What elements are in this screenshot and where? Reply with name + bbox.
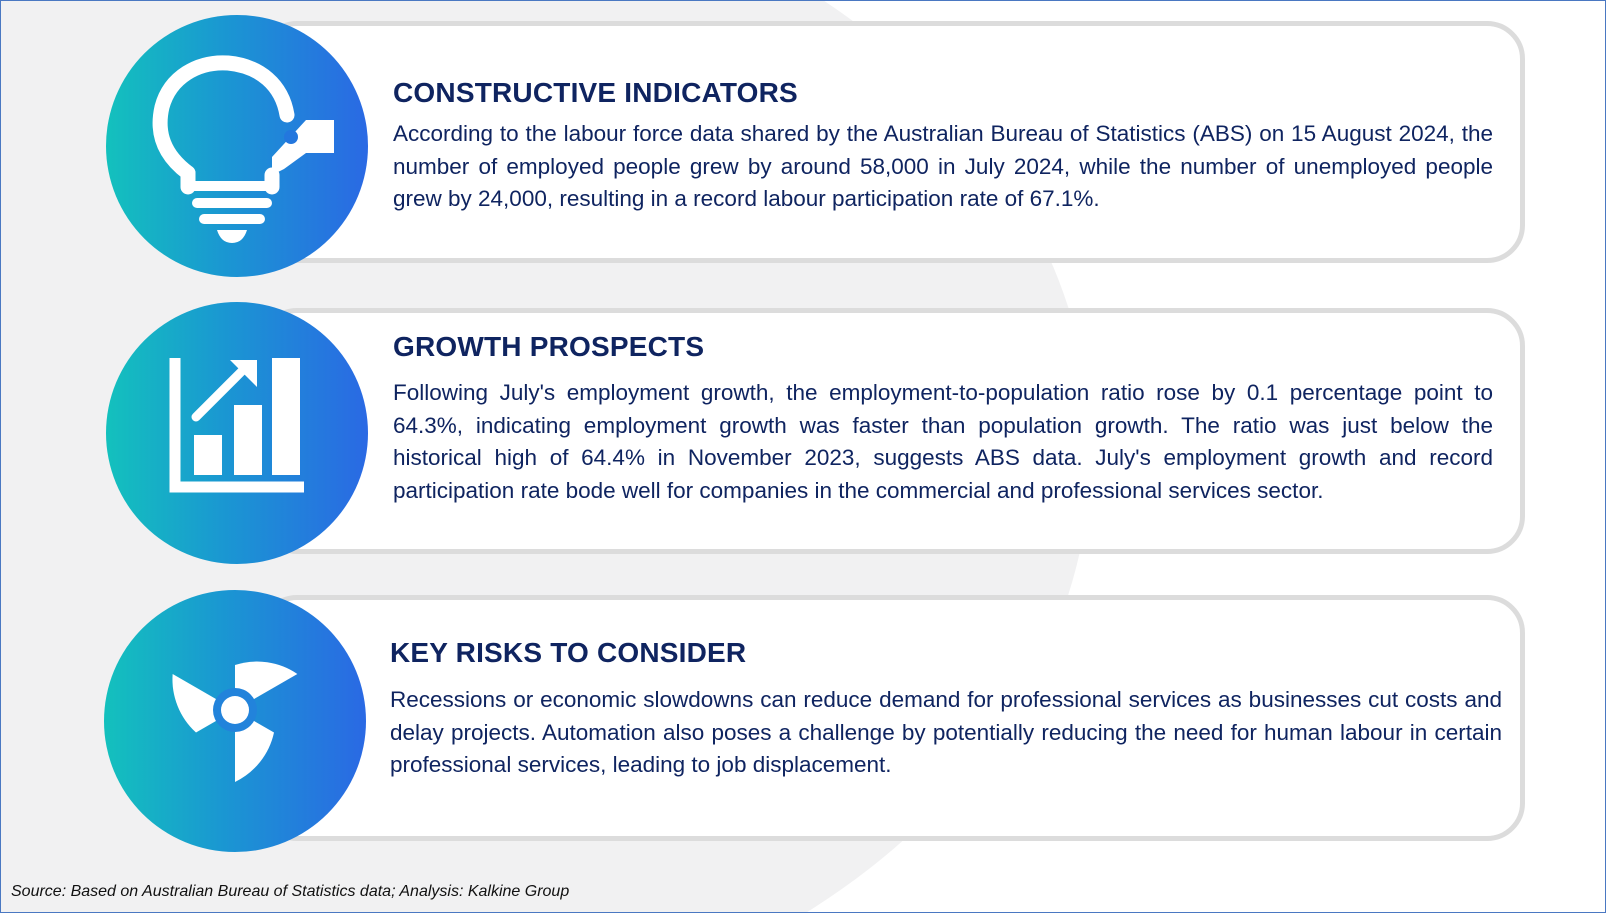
radiation-hazard-icon [104,590,366,852]
constructive-indicators-icon-circle [106,15,368,277]
constructive-indicators-title: CONSTRUCTIVE INDICATORS [393,77,798,108]
key-risks-title: KEY RISKS TO CONSIDER [390,637,747,668]
growth-prospects-title: GROWTH PROSPECTS [393,331,705,362]
growth-chart-icon [106,302,368,564]
lightbulb-tag-icon [106,15,368,277]
growth-prospects-body: Following July's employment growth, the employment-to-population ratio rose by 0.1 percentage point to 64.3%, indicating employment growth was faster than population growth. The ratio was just below the historical high of 64.4% in November 2023, suggests ABS data. July's employment growth and record participation rate bode well for companies in the commercial and professional services sector. [393,380,1493,503]
source-note: Source: Based on Australian Bureau of Statistics data; Analysis: Kalkine Group [11,883,570,900]
key-risks-body: Recessions or economic slowdowns can reduce demand for professional services as businesses cut costs and delay projects. Automation also poses a challenge by potentially reducing the need for human labour in certain professional services, leading to job displacement. [390,687,1502,777]
growth-prospects-icon-circle [106,302,368,564]
key-risks-icon-circle [104,590,366,852]
constructive-indicators-body: According to the labour force data shared by the Australian Bureau of Statistics (ABS) on 15 August 2024, the number of employed people grew by around 58,000 in July 2024, while the number of unemployed people grew by 24,000, resulting in a record labour participation rate of 67.1%. [393,121,1493,211]
